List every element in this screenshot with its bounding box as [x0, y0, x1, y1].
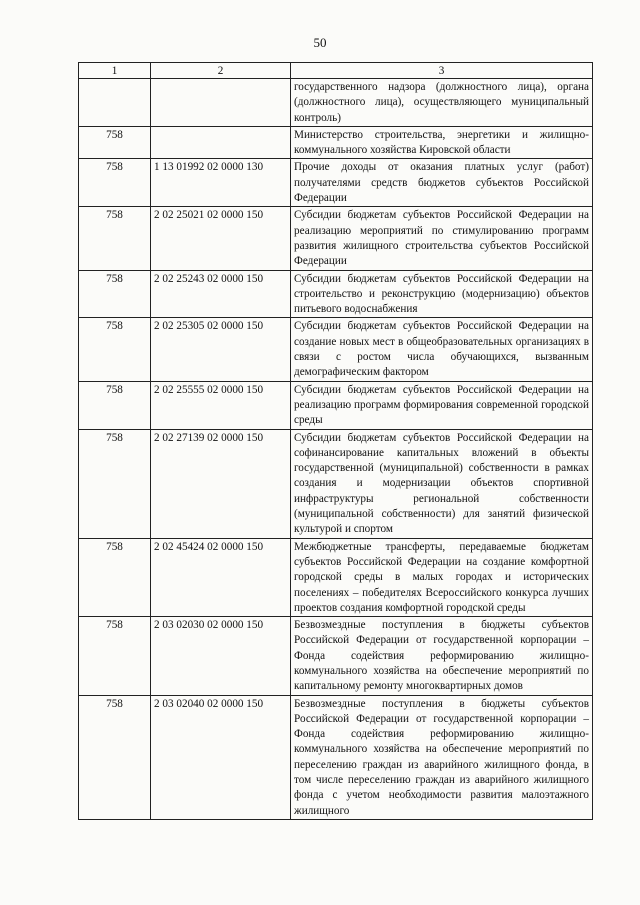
revenue-name-cell: Субсидии бюджетам субъектов Российской Федерации на реализацию программ формирования современной городской среды [291, 381, 593, 429]
budget-code-cell: 2 02 25021 02 0000 150 [151, 207, 291, 270]
revenue-name-cell: Межбюджетные трансферты, передаваемые бюджетам субъектов Российской Федерации на создание комфортной городской среды в малых городах и исторических поселениях – победителях Всероссийского конкурса лучших проектов создания комфортной городской среды [291, 538, 593, 616]
table-row [79, 381, 593, 429]
table-row [79, 270, 593, 318]
budget-code-cell: 1 13 01992 02 0000 130 [151, 159, 291, 207]
admin-code-cell: 758 [79, 159, 151, 207]
table-row [79, 159, 593, 207]
column-header-1: 1 [79, 63, 151, 79]
budget-code-cell: 2 02 45424 02 0000 150 [151, 538, 291, 616]
table-row [79, 617, 593, 695]
admin-code-cell: 758 [79, 207, 151, 270]
admin-code-cell: 758 [79, 318, 151, 381]
admin-code-cell: 758 [79, 381, 151, 429]
budget-code-cell: 2 02 27139 02 0000 150 [151, 429, 291, 538]
table-header-row [79, 63, 593, 79]
revenue-name-cell: Прочие доходы от оказания платных услуг (работ) получателями средств бюджетов субъектов Российской Федерации [291, 159, 593, 207]
budget-code-cell [151, 126, 291, 159]
revenue-name-cell: Субсидии бюджетам субъектов Российской Федерации на софинансирование капитальных вложений в объекты государственной (муниципальной) собственности в рамках создания и модернизации объектов спортивной инфраструктуры региональной собственности (муниципальной собственности) для занятий физической культурой и спортом [291, 429, 593, 538]
budget-code-cell [151, 79, 291, 127]
table-row [79, 429, 593, 538]
revenue-name-cell: Субсидии бюджетам субъектов Российской Федерации на строительство и реконструкцию (модернизацию) объектов питьевого водоснабжения [291, 270, 593, 318]
table-row [79, 318, 593, 381]
budget-code-cell: 2 03 02040 02 0000 150 [151, 695, 291, 819]
budget-code-cell: 2 02 25555 02 0000 150 [151, 381, 291, 429]
revenue-name-cell: Министерство строительства, энергетики и жилищно-коммунального хозяйства Кировской области [291, 126, 593, 159]
revenue-codes-table [78, 62, 593, 820]
budget-code-cell: 2 02 25305 02 0000 150 [151, 318, 291, 381]
column-header-2: 2 [151, 63, 291, 79]
admin-code-cell: 758 [79, 617, 151, 695]
table-row [79, 79, 593, 127]
admin-code-cell: 758 [79, 429, 151, 538]
table-row [79, 126, 593, 159]
table-row [79, 695, 593, 819]
revenue-name-cell: государственного надзора (должностного лица), органа (должностного лица), осуществляющего муниципальный контроль) [291, 79, 593, 127]
admin-code-cell [79, 79, 151, 127]
revenue-name-cell: Безвозмездные поступления в бюджеты субъектов Российской Федерации от государственной корпорации – Фонда содействия реформированию жилищно-коммунального хозяйства на обеспечение мероприятий по капитальному ремонту многоквартирных домов [291, 617, 593, 695]
budget-code-cell: 2 03 02030 02 0000 150 [151, 617, 291, 695]
budget-code-cell: 2 02 25243 02 0000 150 [151, 270, 291, 318]
table-row [79, 538, 593, 616]
revenue-name-cell: Безвозмездные поступления в бюджеты субъектов Российской Федерации от государственной корпорации – Фонда содействия реформированию жилищно-коммунального хозяйства на обеспечение мероприятий по переселению граждан из аварийного жилищного фонда, в том числе переселению граждан из аварийного жилищного фонда с учетом необходимости развития малоэтажного жилищного [291, 695, 593, 819]
column-header-3: 3 [291, 63, 593, 79]
admin-code-cell: 758 [79, 270, 151, 318]
revenue-name-cell: Субсидии бюджетам субъектов Российской Федерации на реализацию мероприятий по стимулированию программ развития жилищного строительства субъектов Российской Федерации [291, 207, 593, 270]
page-number: 50 [313, 35, 327, 50]
table-row [79, 207, 593, 270]
admin-code-cell: 758 [79, 538, 151, 616]
admin-code-cell: 758 [79, 695, 151, 819]
admin-code-cell: 758 [79, 126, 151, 159]
revenue-name-cell: Субсидии бюджетам субъектов Российской Федерации на создание новых мест в общеобразовательных организациях в связи с ростом числа обучающихся, вызванным демографическим фактором [291, 318, 593, 381]
